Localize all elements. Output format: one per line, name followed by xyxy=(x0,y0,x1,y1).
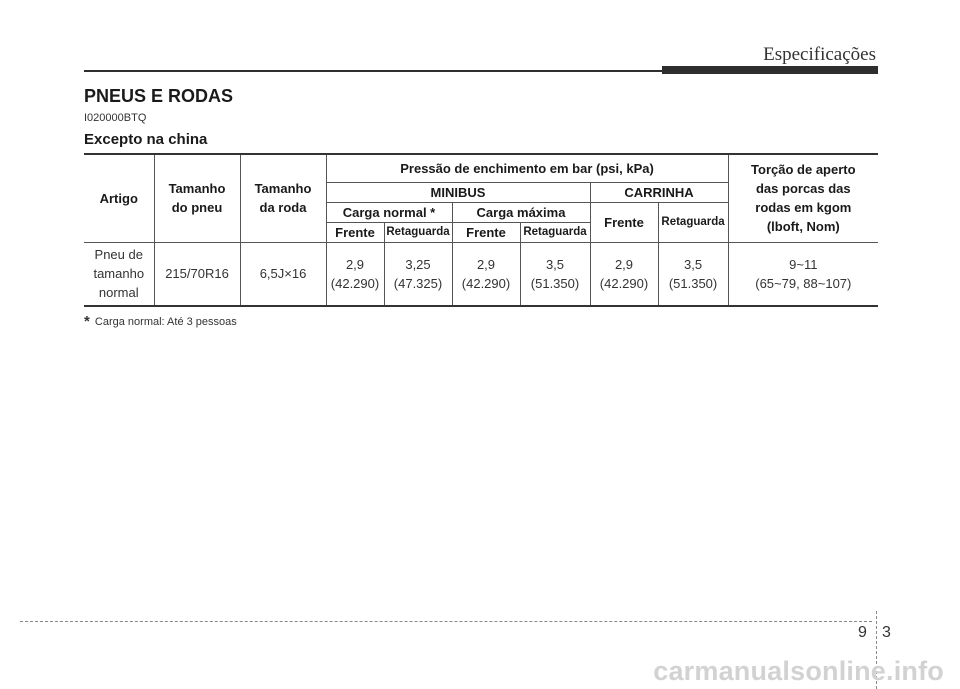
header-max-rear: Retaguarda xyxy=(520,222,590,242)
cell-minibus-max-rear: 3,5 (51.350) xyxy=(520,242,590,306)
reference-code: I020000BTQ xyxy=(84,112,147,124)
header-artigo: Artigo xyxy=(84,154,154,242)
cell-minibus-normal-front: 2,9 (42.290) xyxy=(326,242,384,306)
tire-wheel-spec-table xyxy=(84,153,878,307)
cell-tire-size: 215/70R16 xyxy=(154,242,240,306)
header-max-front: Frente xyxy=(452,222,520,242)
header-tire-size: Tamanho do pneu xyxy=(154,154,240,242)
watermark: carmanualsonline.info xyxy=(653,656,944,686)
table-row xyxy=(84,242,878,306)
cell-minibus-max-front: 2,9 (42.290) xyxy=(452,242,520,306)
header-wheel-size: Tamanho da roda xyxy=(240,154,326,242)
footnote xyxy=(84,313,237,330)
header-max-load: Carga máxima xyxy=(452,202,590,222)
header-carrinha-front: Frente xyxy=(590,202,658,242)
footer-rule xyxy=(20,621,872,622)
cell-torque: 9~11 (65~79, 88~107) xyxy=(728,242,878,306)
cell-carrinha-rear: 3,5 (51.350) xyxy=(658,242,728,306)
section-title: Especificações xyxy=(763,44,876,65)
header-carrinha: CARRINHA xyxy=(590,182,728,202)
header-rule-thick xyxy=(662,66,878,74)
cell-minibus-normal-rear: 3,25 (47.325) xyxy=(384,242,452,306)
header-pressure: Pressão de enchimento em bar (psi, kPa) xyxy=(326,154,728,182)
footnote-star: * xyxy=(84,313,90,330)
page-heading: PNEUS E RODAS xyxy=(84,86,234,106)
header-minibus: MINIBUS xyxy=(326,182,590,202)
header-normal-front: Frente xyxy=(326,222,384,242)
header-carrinha-rear: Retaguarda xyxy=(658,202,728,242)
sub-heading: Excepto na china xyxy=(84,131,208,148)
cell-carrinha-front: 2,9 (42.290) xyxy=(590,242,658,306)
header-normal-rear: Retaguarda xyxy=(384,222,452,242)
header-torque: Torção de aperto das porcas das rodas em kgom (lboft, Nom) xyxy=(728,154,878,242)
cell-wheel-size: 6,5J×16 xyxy=(240,242,326,306)
cell-item: Pneu de tamanho normal xyxy=(84,242,154,306)
header-normal-load: Carga normal * xyxy=(326,202,452,222)
page-number: 3 xyxy=(882,624,891,641)
page-chapter: 9 xyxy=(858,624,867,641)
footnote-text: Carga normal: Até 3 pessoas xyxy=(94,316,237,328)
header-rule-thin xyxy=(84,70,662,72)
